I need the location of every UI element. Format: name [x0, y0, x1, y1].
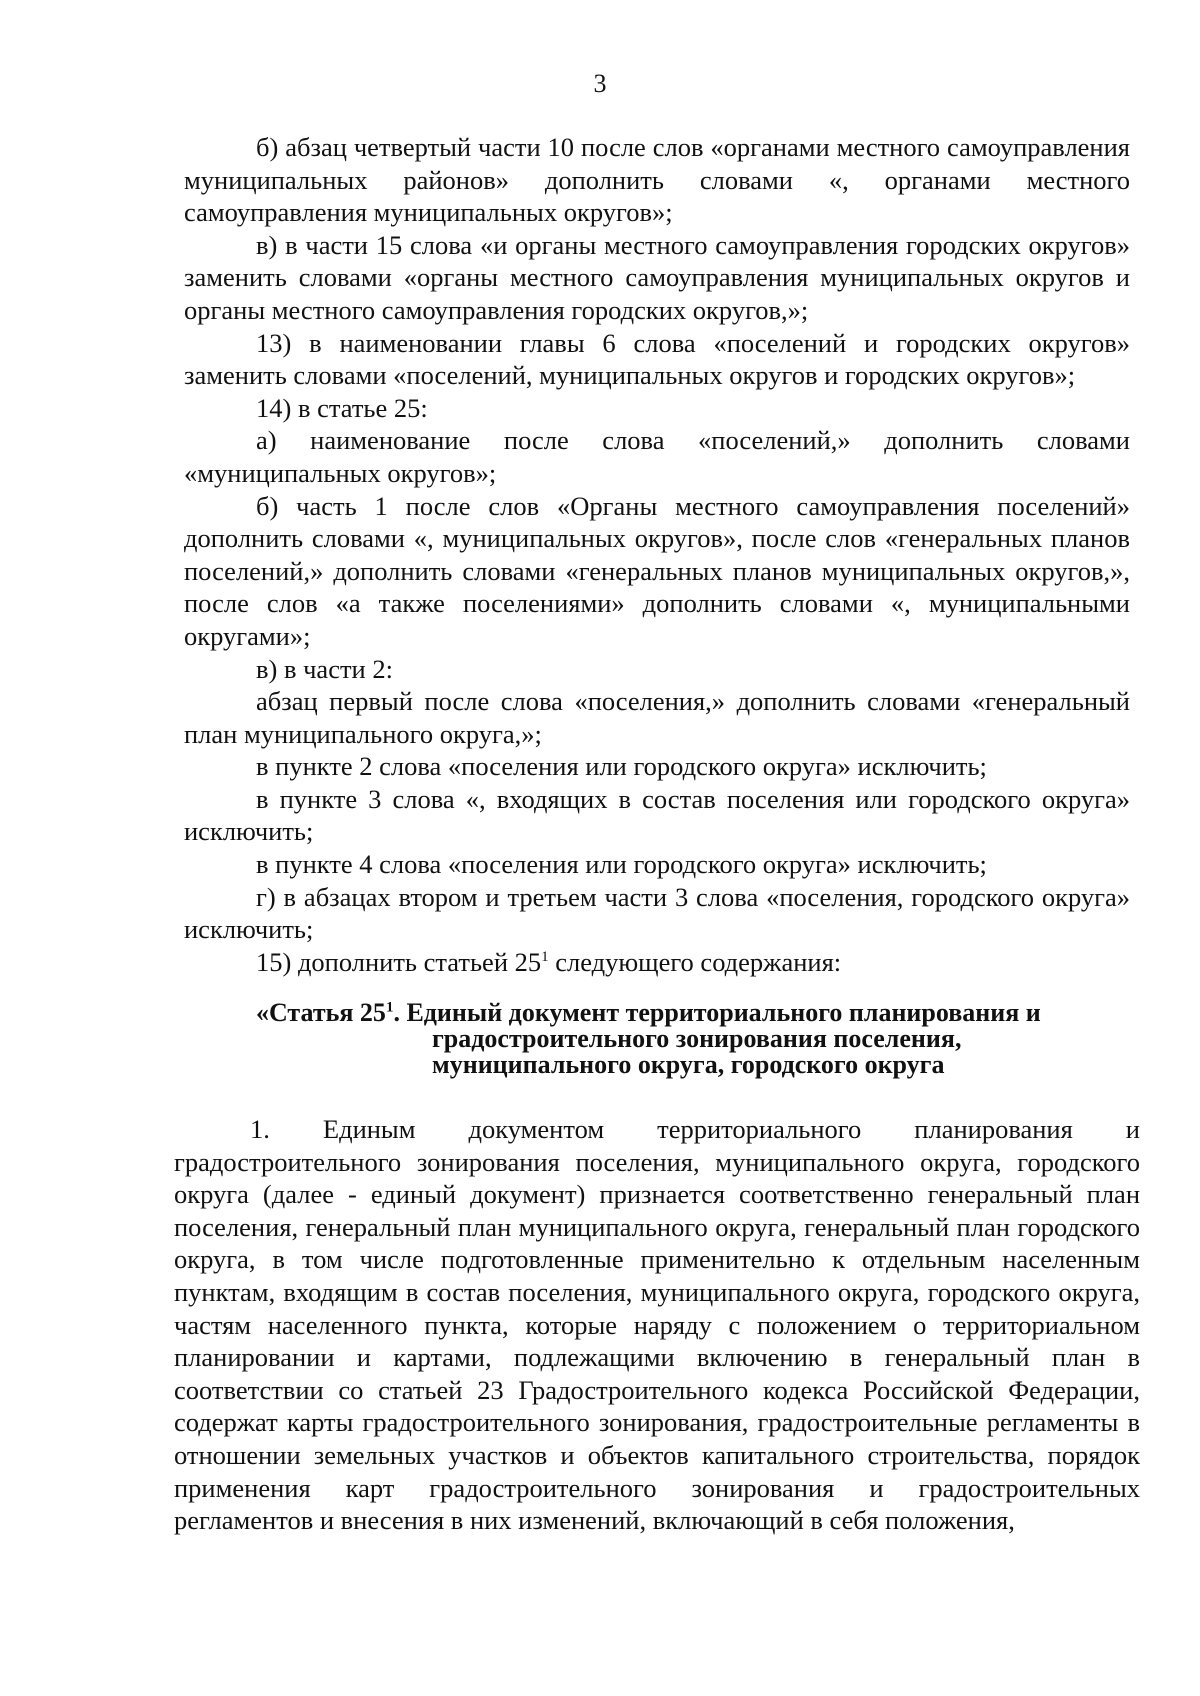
item-15-paragraph	[184, 946, 1130, 979]
item-15-superscript: 1	[541, 949, 549, 966]
paragraph: 13) в наименовании главы 6 слова «поселений и городских округов» заменить словами «поселений, муниципальных округов и городских округов»;	[184, 327, 1130, 391]
article-heading-line-3: муниципального округа, городского округа	[432, 1050, 945, 1079]
paragraph: в) в части 15 слова «и органы местного самоуправления городских округов» заменить словами «органы местного самоуправления муниципальных округов и органы местного самоуправления городских округов,»;	[184, 229, 1130, 325]
paragraph: б) абзац четвертый части 10 после слов «органами местного самоуправления муниципальных районов» дополнить словами «, органами местного самоуправления муниципальных округов»;	[184, 132, 1130, 228]
paragraph: 1. Единым документом территориального планирования и градостроительного зонирования поселения, муниципального округа, городского округа (далее - единый документ) признается соответственно генеральный план поселения, генеральный план муниципального округа, генеральный план городского округа, в том числе подготовленные применительно к отдельным населенным пунктам, входящим в состав поселения, муниципального округа, городского округа, частям населенного пункта, которые наряду с положением о территориальном планировании и картами, подлежащими включению в генеральный план в соответствии со статьей 23 Градостроительного кодекса Российской Федерации, содержат карты градостроительного зонирования, градостроительные регламенты в отношении земельных участков и объектов капитального строительства, порядок применения карт градостроительного зонирования и градостроительных регламентов и внесения в них изменений, включающий в себя положения,	[174, 1114, 1140, 1536]
paragraph: а) наименование после слова «поселений,» дополнить словами «муниципальных округов»;	[184, 425, 1130, 488]
paragraph: в пункте 3 слова «, входящих в состав поселения или городского округа» исключить;	[184, 783, 1130, 847]
article-heading-title: . Единый документ территориального планирования и	[393, 998, 1041, 1027]
paragraph: в пункте 4 слова «поселения или городского округа» исключить;	[256, 849, 987, 880]
article-text	[174, 1113, 1140, 1537]
article-heading-superscript: 1	[385, 999, 394, 1016]
item-15-text-end: следующего содержания:	[548, 946, 842, 977]
article-heading	[184, 1000, 1130, 1078]
page-number: 3	[593, 69, 607, 98]
paragraph: б) часть 1 после слов «Органы местного самоуправления поселений» дополнить словами «, муниципальных округов», после слов «генеральных планов поселений,» дополнить словами «генеральных планов муниципальных округов,», после слов «а также поселениями» дополнить словами «, муниципальными округами»;	[184, 490, 1130, 651]
paragraph: 14) в статье 25:	[256, 392, 428, 423]
article-heading-line-2: градостроительного зонирования поселения,	[432, 1024, 962, 1053]
amendments-text	[184, 131, 1130, 978]
paragraph: в) в части 2:	[256, 653, 393, 684]
paragraph: в пункте 2 слова «поселения или городского округа» исключить;	[256, 751, 987, 782]
item-15-text: 15) дополнить статьей 25	[256, 946, 542, 977]
article-heading-prefix: «Статья 25	[256, 998, 386, 1027]
paragraph: г) в абзацах втором и третьем части 3 слова «поселения, городского округа» исключить;	[184, 881, 1130, 945]
paragraph: абзац первый после слова «поселения,» дополнить словами «генеральный план муниципального округа,»;	[184, 686, 1130, 749]
article-heading-line-1	[184, 1000, 1130, 1026]
